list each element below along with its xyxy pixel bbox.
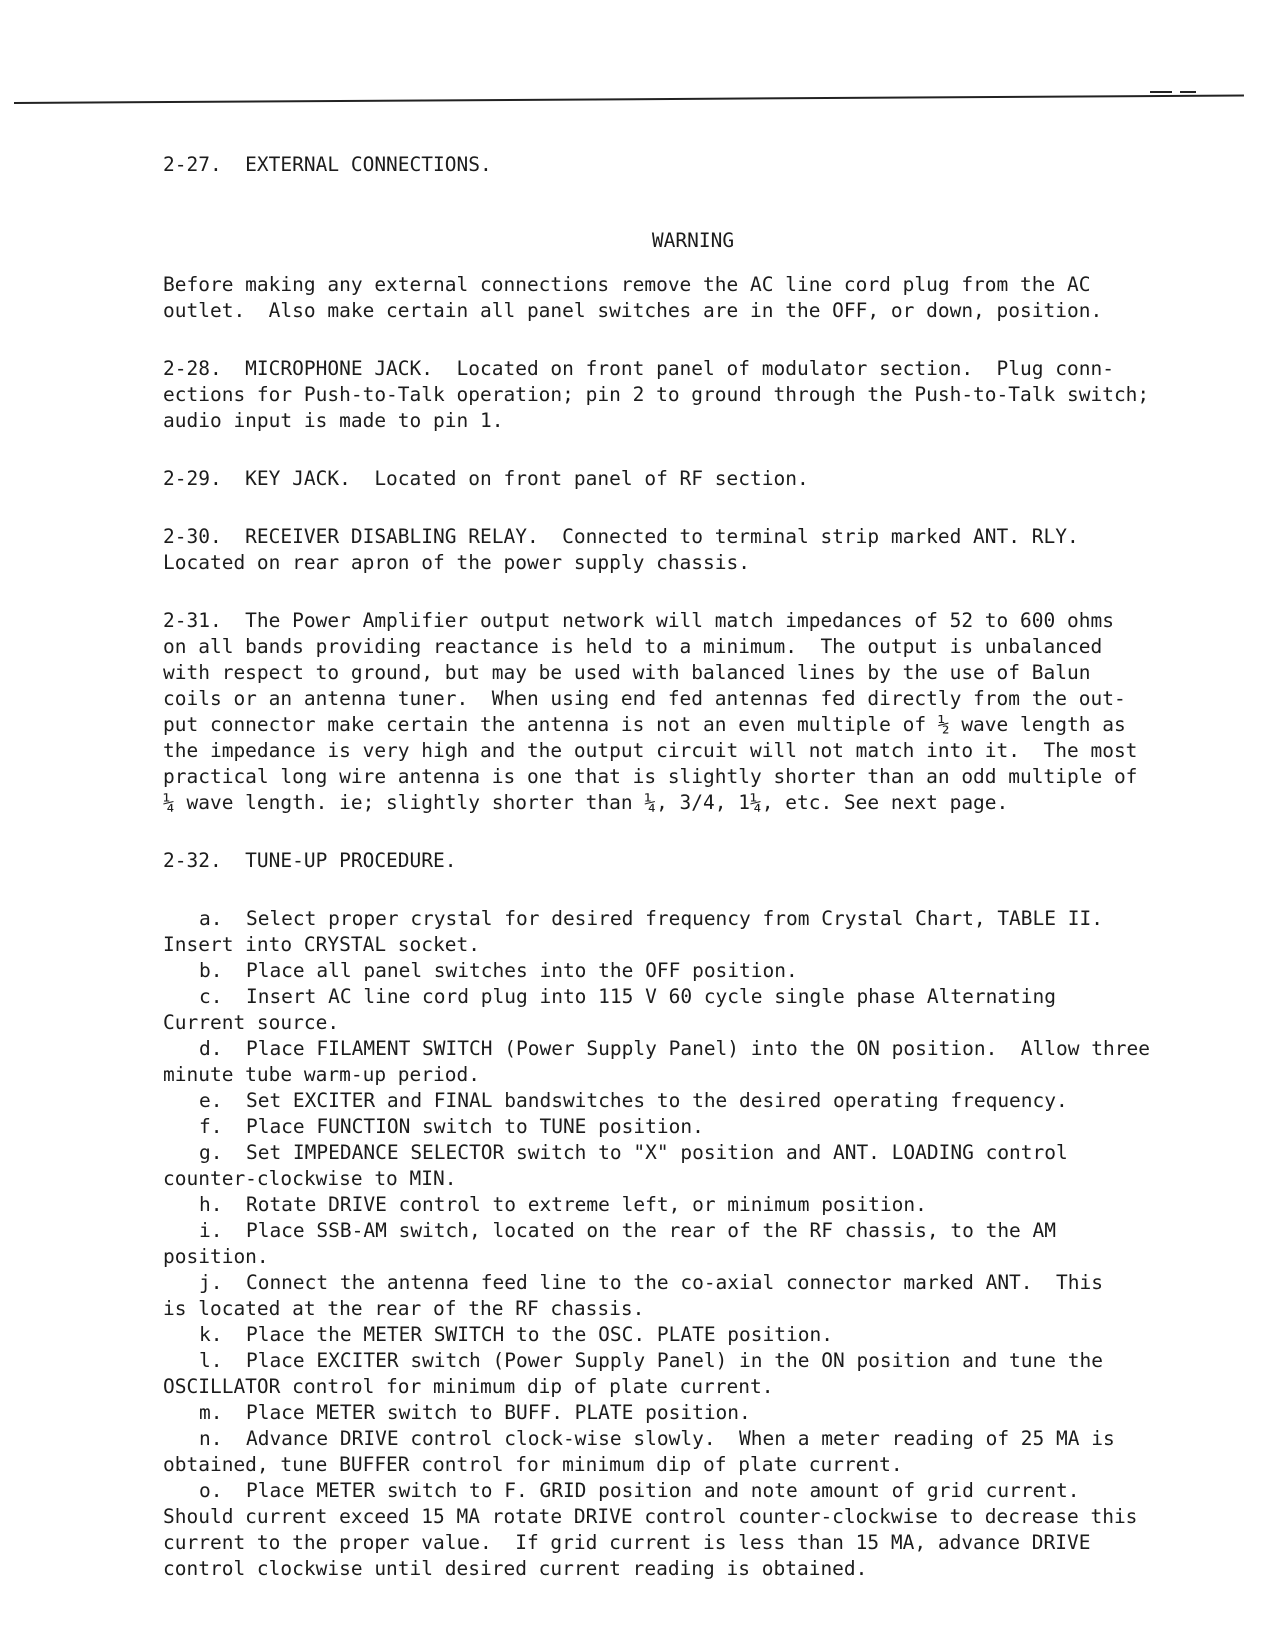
step-line: i. Place SSB-AM switch, located on the rear of the RF chassis, to the AM <box>199 1219 1057 1242</box>
step-line: current to the proper value. If grid current is less than 15 MA, advance DRIVE <box>163 1531 1091 1554</box>
text-line: 2-28. MICROPHONE JACK. Located on front panel of modulator section. Plug conn- <box>163 357 1114 380</box>
step-line: Current source. <box>163 1011 340 1034</box>
rule-dash <box>1180 91 1196 93</box>
text-line: audio input is made to pin 1. <box>163 409 504 432</box>
rule-dash <box>1150 91 1172 93</box>
step-line: f. Place FUNCTION switch to TUNE position. <box>199 1115 704 1138</box>
text-line: ections for Push-to-Talk operation; pin 2 to ground through the Push-to-Talk switch; <box>163 383 1150 406</box>
step-line: n. Advance DRIVE control clock-wise slowly. When a meter reading of 25 MA is <box>199 1427 1115 1450</box>
top-horizontal-rule <box>14 94 1244 104</box>
step-line: g. Set IMPEDANCE SELECTOR switch to "X" position and ANT. LOADING control <box>199 1141 1068 1164</box>
text-line: practical long wire antenna is one that is slightly shorter than an odd multiple of <box>163 765 1138 788</box>
step-line: b. Place all panel switches into the OFF position. <box>199 959 798 982</box>
section-2-28-paragraph <box>163 356 1183 434</box>
step-line: minute tube warm-up period. <box>163 1063 480 1086</box>
step-line: k. Place the METER SWITCH to the OSC. PLATE position. <box>199 1323 833 1346</box>
step-line: is located at the rear of the RF chassis. <box>163 1297 645 1320</box>
step-line: control clockwise until desired current reading is obtained. <box>163 1557 868 1580</box>
step-line: m. Place METER switch to BUFF. PLATE position. <box>199 1401 751 1424</box>
text-line: coils or an antenna tuner. When using end fed antennas fed directly from the out- <box>163 687 1126 710</box>
section-heading-2-27: 2-27. EXTERNAL CONNECTIONS. <box>163 153 492 176</box>
text-line: with respect to ground, but may be used with balanced lines by the use of Balun <box>163 661 1091 684</box>
step-line: j. Connect the antenna feed line to the co-axial connector marked ANT. This <box>199 1271 1103 1294</box>
tune-up-steps <box>163 906 1183 1582</box>
document-page <box>163 152 1183 1582</box>
section-2-31-paragraph <box>163 608 1183 816</box>
step-line: o. Place METER switch to F. GRID position and note amount of grid current. <box>199 1479 1080 1502</box>
step-line: OSCILLATOR control for minimum dip of plate current. <box>163 1375 774 1398</box>
text-line: 2-30. RECEIVER DISABLING RELAY. Connected to terminal strip marked ANT. RLY. <box>163 525 1079 548</box>
step-line: e. Set EXCITER and FINAL bandswitches to the desired operating frequency. <box>199 1089 1068 1112</box>
step-line: h. Rotate DRIVE control to extreme left, or minimum position. <box>199 1193 927 1216</box>
text-line: Before making any external connections remove the AC line cord plug from the AC <box>163 273 1091 296</box>
step-line: l. Place EXCITER switch (Power Supply Panel) in the ON position and tune the <box>199 1349 1103 1372</box>
warning-paragraph <box>163 272 1183 324</box>
text-line: put connector make certain the antenna is not an even multiple of ½ wave length as <box>163 713 1126 736</box>
text-line: on all bands providing reactance is held to a minimum. The output is unbalanced <box>163 635 1103 658</box>
section-2-30-paragraph <box>163 524 1183 576</box>
text-line: the impedance is very high and the output circuit will not match into it. The most <box>163 739 1138 762</box>
section-heading-2-32: 2-32. TUNE-UP PROCEDURE. <box>163 849 457 872</box>
text-line: 2-29. KEY JACK. Located on front panel of RF section. <box>163 467 809 490</box>
text-line: ¼ wave length. ie; slightly shorter than ¼, 3/4, 1¼, etc. See next page. <box>163 791 1009 814</box>
section-2-29-paragraph <box>163 466 1183 492</box>
step-line: Should current exceed 15 MA rotate DRIVE control counter-clockwise to decrease this <box>163 1505 1138 1528</box>
step-line: a. Select proper crystal for desired frequency from Crystal Chart, TABLE II. <box>199 907 1103 930</box>
text-line: outlet. Also make certain all panel switches are in the OFF, or down, position. <box>163 299 1103 322</box>
step-line: obtained, tune BUFFER control for minimum dip of plate current. <box>163 1453 903 1476</box>
step-line: d. Place FILAMENT SWITCH (Power Supply Panel) into the ON position. Allow three <box>199 1037 1150 1060</box>
warning-title: WARNING <box>651 229 735 252</box>
step-line: counter-clockwise to MIN. <box>163 1167 457 1190</box>
step-line: position. <box>163 1245 269 1268</box>
text-line: Located on rear apron of the power supply chassis. <box>163 551 750 574</box>
text-line: 2-31. The Power Amplifier output network will match impedances of 52 to 600 ohms <box>163 609 1114 632</box>
step-line: c. Insert AC line cord plug into 115 V 60 cycle single phase Alternating <box>199 985 1057 1008</box>
step-line: Insert into CRYSTAL socket. <box>163 933 480 956</box>
